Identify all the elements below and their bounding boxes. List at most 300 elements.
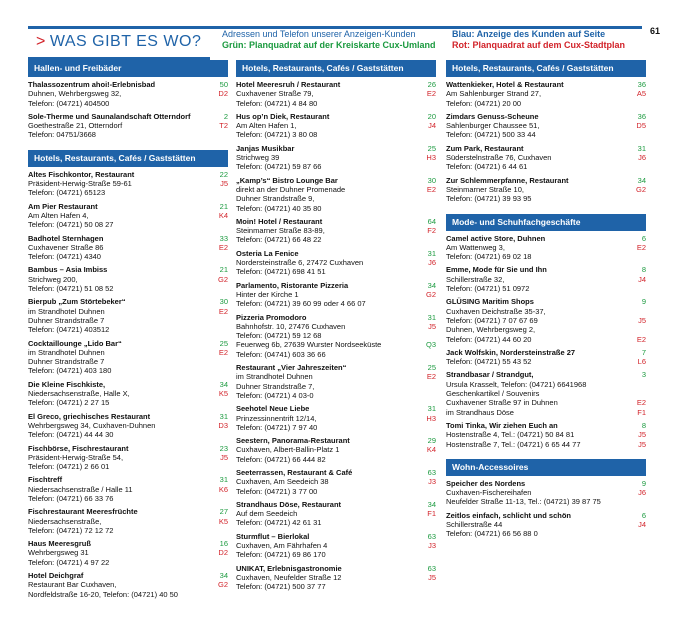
- ad-page-number: 31: [427, 312, 436, 322]
- entry-line: Wattenkieker, Hotel & Restaurant: [446, 80, 564, 89]
- map-grid-code: K5: [218, 389, 228, 399]
- entry-line: Bierpub „Zum Störtebeker“: [28, 297, 126, 307]
- map-grid-code: F1: [427, 509, 436, 519]
- ad-page-number: 33: [219, 233, 228, 243]
- entry-line: Telefon: (04721) 39 93 95: [446, 194, 532, 204]
- directory-entry: [236, 176, 436, 213]
- map-grid-code: E2: [426, 184, 436, 194]
- entry-codes: [416, 249, 436, 277]
- entry-line: „Kamp’s“ Bistro Lounge Bar: [236, 175, 338, 185]
- entry-text: [446, 144, 626, 172]
- ad-page-number: 63: [427, 531, 436, 541]
- entry-codes: [208, 112, 228, 140]
- legend-blue: Blau: Anzeige des Kunden auf Seite: [452, 29, 606, 39]
- entry-line: Am Pier Restaurant: [28, 201, 98, 211]
- entry-codes: [208, 475, 228, 503]
- entry-line: Telefon: (04721) 4 84 80: [236, 98, 318, 108]
- entry-line: Cuxhaven, Am Fährhafen 4: [236, 541, 328, 551]
- page-title: [36, 33, 201, 51]
- map-grid-code: K5: [218, 516, 228, 526]
- entry-line: Strandhaus Döse, Restaurant: [236, 499, 342, 509]
- entry-line: Badhotel Sternhagen: [28, 233, 104, 243]
- entry-text: [236, 80, 416, 108]
- ad-page-number: 6: [641, 510, 646, 520]
- entry-line: Hostenstraße 7, Tel.: (04721) 6 65 44 77: [446, 439, 581, 449]
- map-grid-code: [626, 307, 646, 316]
- entry-line: im Strandhotel Duhnen: [28, 347, 105, 357]
- entry-line: Sole-Therme und Saunalandschaft Otterndorf: [28, 111, 191, 121]
- entry-line: Telefon: (04721) 500 33 44: [446, 130, 536, 140]
- legend-green: Grün: Planquadrat auf der Kreiskarte Cux-Umland: [222, 40, 436, 50]
- map-grid-code: T2: [219, 121, 228, 131]
- entry-codes: [208, 539, 228, 567]
- directory-entry: [28, 412, 228, 440]
- entry-text: [236, 176, 416, 213]
- ad-page-number: 23: [219, 443, 228, 453]
- map-grid-code: H3: [426, 153, 436, 163]
- entry-line: Steinmarner Straße 10,: [446, 184, 524, 194]
- entry-codes: [416, 468, 436, 496]
- directory-entry: [446, 80, 646, 108]
- map-grid-code: E2: [636, 242, 646, 252]
- entry-line: Moin! Hotel / Restaurant: [236, 216, 323, 226]
- entry-line: Nordersteinstraße 6, 27472 Cuxhaven: [236, 258, 364, 268]
- map-grid-code: G2: [217, 274, 228, 284]
- page-title-text: WAS GIBT ES WO?: [49, 33, 202, 50]
- ad-page-number: 21: [219, 265, 228, 275]
- entry-line: Telefon: (04721) 40 35 80: [236, 203, 322, 213]
- ad-page-number: 34: [427, 280, 436, 290]
- entry-line: Steinmarner Straße 83-89,: [236, 226, 325, 236]
- entry-line: GLÜSING Maritim Shops: [446, 297, 534, 307]
- legend-ads: Adressen und Telefon unserer Anzeigen-Kunden: [222, 29, 416, 39]
- entry-line: Telefon: (04741) 603 36 66: [236, 349, 326, 359]
- entry-line: Seehotel Neue Liebe: [236, 404, 310, 414]
- map-grid-code: G2: [425, 289, 436, 299]
- entry-line: Telefon: (04721) 51 0972: [446, 284, 530, 294]
- entry-line: Telefon: (04721) 42 61 31: [236, 518, 322, 528]
- entry-line: Telefon: (04721) 2 66 01: [28, 462, 110, 472]
- entry-line: Wehrbergsweg 31: [28, 548, 89, 558]
- entry-text: [28, 571, 208, 599]
- entry-text: [236, 363, 416, 400]
- entry-line: Telefon: (04721) 44 44 30: [28, 430, 114, 440]
- map-grid-code: F2: [427, 226, 436, 236]
- entry-line: Telefon: (04721) 7 07 67 69: [446, 315, 538, 325]
- directory-entry: [236, 500, 436, 528]
- entry-text: [236, 112, 416, 140]
- entry-line: UNIKAT, Erlebnisgastronomie: [236, 563, 342, 573]
- ad-page-number: 25: [427, 143, 436, 153]
- entry-line: El Greco, griechisches Restaurant: [28, 411, 151, 421]
- ad-page-number: 16: [219, 539, 228, 549]
- entry-line: Camel active Store, Duhnen: [446, 233, 546, 243]
- section-header: Wohn-Accessoires: [446, 459, 646, 476]
- map-grid-code: K4: [218, 210, 228, 220]
- map-grid-code: J5: [638, 315, 646, 325]
- entry-text: [28, 202, 208, 230]
- directory-entry: [28, 571, 228, 599]
- entry-codes: [208, 297, 228, 334]
- entry-line: Thalassozentrum ahoi!-Erlebnisbad: [28, 80, 156, 89]
- entry-codes: [416, 436, 436, 464]
- entry-line: Cuxhaven, Am Seedeich 38: [236, 477, 329, 487]
- ad-page-number: 25: [219, 338, 228, 348]
- entry-text: [236, 436, 416, 464]
- directory-entry: [236, 313, 436, 359]
- ad-page-number: 31: [219, 411, 228, 421]
- ad-page-number: 2: [223, 111, 228, 121]
- entry-codes: [626, 265, 646, 293]
- directory-entry: [446, 370, 646, 416]
- entry-text: [28, 170, 208, 198]
- directory-entry: [236, 217, 436, 245]
- entry-text: [446, 112, 626, 140]
- entry-line: Cuxhaven, Albert-Ballin-Platz 1: [236, 445, 340, 455]
- entry-line: Speicher des Nordens: [446, 478, 526, 488]
- directory-entry: [28, 202, 228, 230]
- map-grid-code: K4: [426, 445, 436, 455]
- entry-line: Süderstelnstraße 76, Cuxhaven: [446, 153, 552, 163]
- entry-line: Auf dem Seedeich: [236, 509, 298, 519]
- entry-line: Cuxhavener Straße 79,: [236, 89, 314, 99]
- entry-line: Telefon: (04721) 44 60 20: [446, 334, 532, 344]
- entry-codes: [208, 234, 228, 262]
- entry-line: Cuxhaven, Neufelder Straße 12: [236, 572, 342, 582]
- entry-text: [236, 281, 416, 309]
- map-grid-code: J5: [428, 572, 436, 582]
- entry-codes: [416, 404, 436, 432]
- map-grid-code: J5: [638, 430, 646, 440]
- entry-line: im Strandhotel Duhnen: [236, 372, 313, 382]
- entry-codes: [208, 170, 228, 198]
- entry-line: Hotel Deichgraf: [28, 571, 84, 581]
- entry-line: Telefon: (04721) 51 08 52: [28, 284, 114, 294]
- directory-entry: [236, 468, 436, 496]
- directory-entry: [446, 265, 646, 293]
- entry-line: Seestern, Panorama-Restaurant: [236, 436, 350, 446]
- entry-text: [446, 234, 626, 262]
- title-arrow-icon: >: [36, 33, 46, 50]
- entry-line: Zeitlos einfach, schlicht und schön: [446, 510, 572, 520]
- entry-line: Strichweg 39: [236, 153, 280, 163]
- entry-text: [446, 297, 626, 343]
- entry-line: im Strandhaus Döse: [446, 407, 514, 417]
- entry-line: Schillerstraße 32,: [446, 274, 505, 284]
- entry-line: Die Kleine Fischkiste,: [28, 379, 106, 389]
- map-grid-code: K6: [218, 484, 228, 494]
- directory-entry: [28, 475, 228, 503]
- ad-page-number: 63: [427, 563, 436, 573]
- entry-line: Nordfeldstraße 16-20, Telefon: (04721) 40 50: [28, 589, 178, 599]
- entry-text: [28, 265, 208, 293]
- ad-page-number: 31: [427, 248, 436, 258]
- entry-text: [446, 479, 626, 507]
- entry-text: [236, 249, 416, 277]
- entry-line: Haus Meeresgruß: [28, 539, 91, 549]
- entry-text: [446, 370, 626, 416]
- entry-line: Hus op’n Diek, Restaurant: [236, 111, 330, 121]
- entry-line: Telefon: (04721) 50 08 27: [28, 220, 114, 230]
- entry-line: Cuxhaven-Fischereihafen: [446, 488, 532, 498]
- entry-line: Strandbasar / Strandgut,: [446, 370, 534, 380]
- map-grid-code: J4: [638, 274, 646, 284]
- entry-text: [236, 313, 416, 359]
- ad-page-number: 8: [641, 265, 646, 275]
- map-grid-code: J4: [638, 519, 646, 529]
- entry-line: Duhner Strandstraße 7: [28, 315, 105, 325]
- entry-line: Telefon: (04721) 500 37 77: [236, 582, 326, 592]
- entry-codes: [416, 112, 436, 140]
- ad-page-number: 64: [427, 216, 436, 226]
- entry-line: Schillerstraße 44: [446, 519, 503, 529]
- entry-codes: [626, 479, 646, 507]
- ad-page-number: 3: [641, 370, 646, 380]
- entry-line: Goethestraße 21, Otterndorf: [28, 121, 123, 131]
- map-grid-code: J4: [428, 121, 436, 131]
- entry-line: Altes Fischkontor, Restaurant: [28, 169, 135, 179]
- directory-entry: [28, 444, 228, 472]
- entry-text: [28, 380, 208, 408]
- entry-line: Telefon: (04721) 72 12 72: [28, 525, 114, 535]
- entry-line: Telefon: (04721) 3 80 08: [236, 130, 318, 140]
- entry-text: [28, 80, 208, 108]
- directory-entry: [236, 144, 436, 172]
- entry-codes: [626, 297, 646, 343]
- entry-text: [236, 564, 416, 592]
- entry-line: Cuxhaven Deichstraße 35-37,: [446, 306, 546, 316]
- entry-codes: [208, 507, 228, 535]
- entry-codes: [416, 80, 436, 108]
- directory-entry: [446, 421, 646, 449]
- directory-entry: [236, 564, 436, 592]
- map-grid-code: [626, 325, 646, 334]
- ad-page-number: 36: [637, 111, 646, 121]
- entry-line: Niedersachsenstraße / Halle 11: [28, 484, 133, 494]
- entry-codes: [416, 144, 436, 172]
- entry-line: Duhnen, Wehrbergsweg 2,: [446, 325, 536, 335]
- entry-line: Telefon: (04721) 698 41 51: [236, 267, 326, 277]
- entry-line: Telefon: (04721) 66 56 88 0: [446, 529, 538, 539]
- entry-text: [236, 532, 416, 560]
- entry-line: Telefon: (04721) 7 97 40: [236, 422, 318, 432]
- entry-codes: [416, 363, 436, 400]
- entry-line: Fischbörse, Fischrestaurant: [28, 443, 129, 453]
- entry-text: [446, 421, 626, 449]
- map-grid-code: Q3: [425, 340, 436, 350]
- legend-left: [222, 29, 436, 51]
- entry-text: [236, 404, 416, 432]
- ad-page-number: 34: [219, 379, 228, 389]
- entry-codes: [208, 339, 228, 376]
- entry-line: Feuerweg 6b, 27639 Wurster Nordseeküste: [236, 340, 382, 350]
- directory-entry: [236, 281, 436, 309]
- entry-line: Am Alten Hafen 4,: [28, 210, 89, 220]
- entry-text: [446, 265, 626, 293]
- entry-line: Telefon: (04721) 4 03-0: [236, 390, 314, 400]
- map-grid-code: J6: [428, 258, 436, 268]
- entry-line: Am Alten Hafen 1,: [236, 121, 297, 131]
- entry-line: Telefon: 04751/3668: [28, 130, 96, 140]
- map-grid-code: E2: [426, 89, 436, 99]
- entry-codes: [208, 571, 228, 599]
- map-grid-code: D5: [636, 121, 646, 131]
- map-grid-code: J3: [428, 477, 436, 487]
- directory-entry: [446, 297, 646, 343]
- map-grid-code: F1: [637, 407, 646, 417]
- entry-codes: [626, 511, 646, 539]
- column-3: [446, 58, 646, 621]
- map-grid-code: E2: [636, 398, 646, 408]
- ad-page-number: 6: [641, 233, 646, 243]
- entry-codes: [208, 444, 228, 472]
- map-grid-code: J5: [220, 452, 228, 462]
- directory-entry: [446, 176, 646, 204]
- map-grid-code: E2: [636, 334, 646, 344]
- entry-line: Telefon: (04721) 3 77 00: [236, 486, 318, 496]
- map-grid-code: A5: [636, 89, 646, 99]
- directory-entry: [28, 297, 228, 334]
- entry-line: Bahnhofstr. 10, 27476 Cuxhaven: [236, 321, 346, 331]
- map-grid-code: L6: [637, 357, 646, 367]
- entry-codes: [416, 217, 436, 245]
- entry-line: Cuxhavener Straße 97 in Duhnen: [446, 398, 558, 408]
- directory-entry: [28, 265, 228, 293]
- entry-line: Janjas Musikbar: [236, 143, 295, 153]
- entry-line: Duhner Strandstraße 9,: [236, 194, 315, 204]
- directory-entry: [236, 436, 436, 464]
- entry-text: [446, 511, 626, 539]
- map-grid-code: E2: [426, 372, 436, 382]
- entry-codes: [626, 176, 646, 204]
- directory-entry: [446, 112, 646, 140]
- legend-right: [452, 29, 625, 51]
- entry-line: Neufelder Straße 11-13, Tel.: (04721) 39 87 75: [446, 497, 601, 507]
- entry-line: Telefon: (04721) 404500: [28, 98, 110, 108]
- map-grid-code: J5: [428, 321, 436, 331]
- entry-codes: [416, 564, 436, 592]
- entry-codes: [208, 202, 228, 230]
- map-grid-code: G2: [635, 184, 646, 194]
- entry-text: [446, 176, 626, 204]
- entry-line: Telefon: (04721) 65123: [28, 188, 106, 198]
- ad-page-number: 63: [427, 467, 436, 477]
- entry-codes: [208, 412, 228, 440]
- entry-line: Restaurant Bar Cuxhaven,: [28, 580, 117, 590]
- directory-entry: [446, 511, 646, 539]
- entry-line: Telefon: (04721) 20 00: [446, 98, 522, 108]
- ad-page-number: 25: [427, 363, 436, 373]
- ad-page-number: 34: [219, 571, 228, 581]
- map-grid-code: H3: [426, 413, 436, 423]
- entry-line: Telefon: (04721) 69 02 18: [446, 252, 532, 262]
- directory-entry: [28, 339, 228, 376]
- entry-codes: [626, 112, 646, 140]
- entry-line: Pizzeria Promodoro: [236, 312, 307, 322]
- entry-text: [28, 112, 208, 140]
- directory-entry: [446, 348, 646, 367]
- entry-text: [28, 339, 208, 376]
- entry-line: Hostenstraße 4, Tel.: (04721) 50 84 81: [446, 430, 575, 440]
- entry-line: Am Wattenweg 3,: [446, 242, 505, 252]
- section-header: Hallen- und Freibäder: [28, 60, 228, 77]
- directory-entry: [236, 404, 436, 432]
- map-grid-code: G2: [217, 580, 228, 590]
- entry-line: Telefon: (04721) 4 97 22: [28, 557, 110, 567]
- entry-text: [28, 297, 208, 334]
- entry-line: Fischtreff: [28, 475, 63, 485]
- ad-page-number: 20: [427, 111, 436, 121]
- directory-entry: [446, 234, 646, 262]
- entry-line: Parlamento, Ristorante Pizzeria: [236, 280, 349, 290]
- directory-entry: [446, 479, 646, 507]
- entry-line: Sahlenburger Chaussee 51,: [446, 121, 540, 131]
- entry-line: Emme, Mode für Sie und Ihn: [446, 265, 547, 275]
- map-grid-code: [626, 380, 646, 389]
- ad-page-number: 22: [219, 169, 228, 179]
- ad-page-number: 7: [641, 347, 646, 357]
- entry-line: Telefon: (04721) 59 12 68: [236, 331, 322, 341]
- directory-entry: [236, 363, 436, 400]
- directory-entry: [28, 380, 228, 408]
- ad-page-number: 31: [637, 143, 646, 153]
- entry-line: Seeterrassen, Restaurant & Café: [236, 467, 353, 477]
- entry-line: Cuxhavener Straße 86: [28, 242, 104, 252]
- entry-line: Strichweg 200,: [28, 274, 78, 284]
- directory-entry: [28, 112, 228, 140]
- entry-line: im Strandhotel Duhnen: [28, 306, 105, 316]
- entry-line: Hotel Meeresruh / Restaurant: [236, 80, 341, 89]
- directory-entry: [236, 532, 436, 560]
- entry-codes: [208, 80, 228, 108]
- entry-line: Duhnen, Wehrbergsweg 32,: [28, 89, 122, 99]
- entry-text: [236, 500, 416, 528]
- entry-line: Osteria La Fenice: [236, 248, 299, 258]
- entry-text: [28, 444, 208, 472]
- map-grid-code: E2: [218, 347, 228, 357]
- entry-line: Fischrestaurant Meeresfrüchte: [28, 507, 138, 517]
- directory-entry: [28, 234, 228, 262]
- entry-line: Telefon: (04721) 59 87 66: [236, 162, 322, 172]
- entry-line: direkt an der Duhner Promenade: [236, 184, 346, 194]
- entry-line: Sturmflut – Bierlokal: [236, 531, 310, 541]
- directory-entry: [236, 249, 436, 277]
- entry-codes: [416, 281, 436, 309]
- directory-entry: [236, 80, 436, 108]
- column-1: [28, 58, 228, 621]
- legend-red: Rot: Planquadrat auf dem Cux-Stadtplan: [452, 40, 626, 50]
- entry-text: [28, 234, 208, 262]
- ad-page-number: 9: [641, 478, 646, 488]
- entry-text: [446, 80, 626, 108]
- entry-codes: [626, 144, 646, 172]
- entry-line: Hinter der Kirche 1: [236, 289, 299, 299]
- directory-entry: [236, 112, 436, 140]
- ad-page-number: 27: [219, 507, 228, 517]
- entry-line: Telefon: (04721) 403 180: [28, 366, 112, 376]
- entry-line: Niedersachsenstraße, Halle X,: [28, 389, 130, 399]
- entry-line: Prinzessinnentrift 12/14,: [236, 413, 317, 423]
- entry-line: Cocktaillounge „Lido Bar“: [28, 338, 122, 348]
- entry-codes: [208, 265, 228, 293]
- entry-text: [446, 348, 626, 367]
- section-header: Hotels, Restaurants, Cafés / Gaststätten: [446, 60, 646, 77]
- section-header: Hotels, Restaurants, Cafés / Gaststätten: [28, 150, 228, 167]
- entry-codes: [626, 348, 646, 367]
- entry-text: [236, 468, 416, 496]
- directory-entry: [28, 80, 228, 108]
- entry-line: Tomi Tinka, Wir ziehen Euch an: [446, 420, 558, 430]
